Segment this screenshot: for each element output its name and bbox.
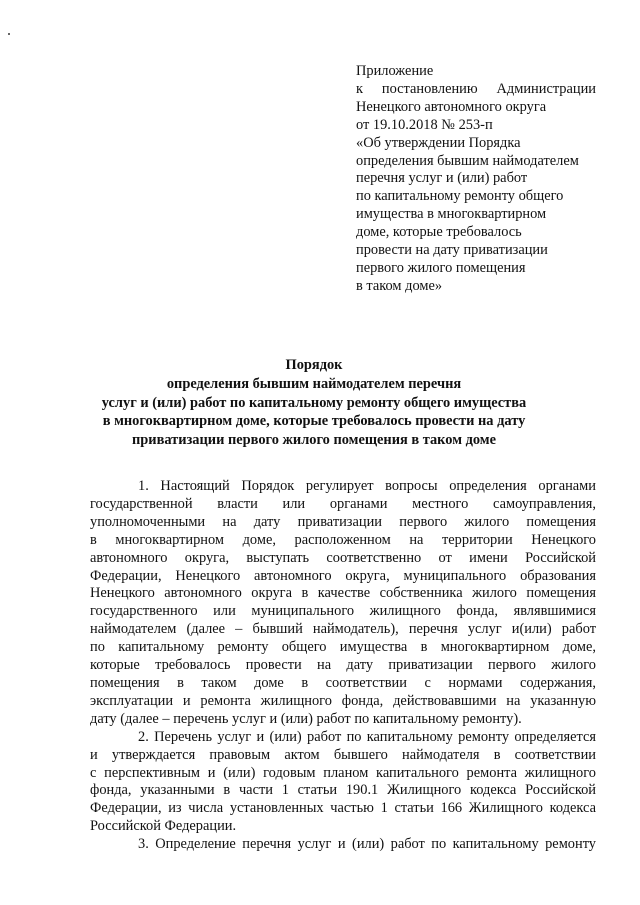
scan-speck xyxy=(8,33,10,35)
paragraph-1-line: 1. Настоящий Порядок регулирует вопросы определения органами xyxy=(138,478,596,494)
appendix-line: к постановлению Администрации xyxy=(356,80,596,97)
appendix-line: Приложение xyxy=(356,63,434,79)
title-line: Порядок xyxy=(285,357,343,373)
paragraph-1-line: дату (далее – перечень услуг и (или) работ по капитальному ремонту). xyxy=(90,710,522,727)
paragraph-1-line: по капитальному ремонту общего имущества в многоквартирном доме, xyxy=(90,639,596,656)
paragraph-1-line: Ненецкого автономного округа в качестве собственника жилого помещения xyxy=(90,585,596,602)
title-line: определения бывшим наймодателем перечня xyxy=(166,375,462,392)
paragraph-1-line: наймодателем (далее – бывший наймодатель), перечня услуг и(или) работ xyxy=(90,621,596,638)
paragraph-1-line: Федерации, Ненецкого автономного округа, муниципального образования xyxy=(90,567,596,584)
paragraph-3-line: 3. Определение перечня услуг и (или) работ по капитальному ремонту xyxy=(138,836,596,853)
appendix-block xyxy=(356,63,596,296)
paragraph-1-line: государственного или муниципального жилищного фонда, являвшимися xyxy=(90,603,596,620)
paragraph-2-line: и утверждается правовым актом бывшего наймодателя в соответствии xyxy=(90,746,596,763)
appendix-line: по капитальному ремонту общего xyxy=(356,188,564,205)
paragraph-2-line: с перспективным и (или) годовым планом капитального ремонта жилищного xyxy=(90,764,596,781)
title-line: приватизации первого жилого помещения в таком доме xyxy=(131,432,496,449)
appendix-line: первого жилого помещения xyxy=(356,259,526,276)
appendix-line: имущества в многоквартирном xyxy=(356,206,547,223)
paragraph-1-line: помещения в таком доме в соответствии с нормами содержания, xyxy=(90,674,596,691)
appendix-line: от 19.10.2018 № 253-п xyxy=(356,116,493,133)
appendix-line: в таком доме» xyxy=(356,277,443,294)
paragraph-2-line: Федерации, из числа установленных частью 1 статьи 166 Жилищного кодекса xyxy=(90,800,596,817)
paragraph-2-line: 2. Перечень услуг и (или) работ по капитальному ремонту определяется xyxy=(138,728,596,745)
paragraph-1-line: эксплуатации и ремонта жилищного фонда, действовавшими на указанную xyxy=(90,692,596,709)
title-line: в многоквартирном доме, которые требовалось провести на дату xyxy=(102,413,526,430)
appendix-line: определения бывшим наймодателем xyxy=(356,152,579,169)
paragraph-2-line: фонда, указанными в части 1 статьи 190.1 Жилищного кодекса Российской xyxy=(90,782,596,799)
appendix-line: Ненецкого автономного округа xyxy=(356,98,547,115)
document-title xyxy=(80,356,548,450)
paragraph-1-line: в многоквартирном доме, расположенном на территории Ненецкого xyxy=(90,531,596,548)
appendix-line: перечня услуг и (или) работ xyxy=(356,170,528,187)
paragraph-1-line: государственной власти или органами местного самоуправления, xyxy=(90,495,596,512)
appendix-line: «Об утверждении Порядка xyxy=(356,134,521,151)
appendix-line: провести на дату приватизации xyxy=(356,242,548,259)
title-line: услуг и (или) работ по капитальному ремонту общего имущества xyxy=(101,394,527,411)
paragraph-1-line: автономного округа, выступать соответственно от имени Российской xyxy=(90,549,596,566)
appendix-line: доме, которые требовалось xyxy=(356,224,522,241)
document-body xyxy=(90,478,596,854)
paragraph-1-line: уполномоченными на дату приватизации первого жилого помещения xyxy=(90,513,596,530)
paragraph-1-line: которые требовалось провести на дату приватизации первого жилого xyxy=(90,657,596,674)
paragraph-2-line: Российской Федерации. xyxy=(90,818,237,835)
